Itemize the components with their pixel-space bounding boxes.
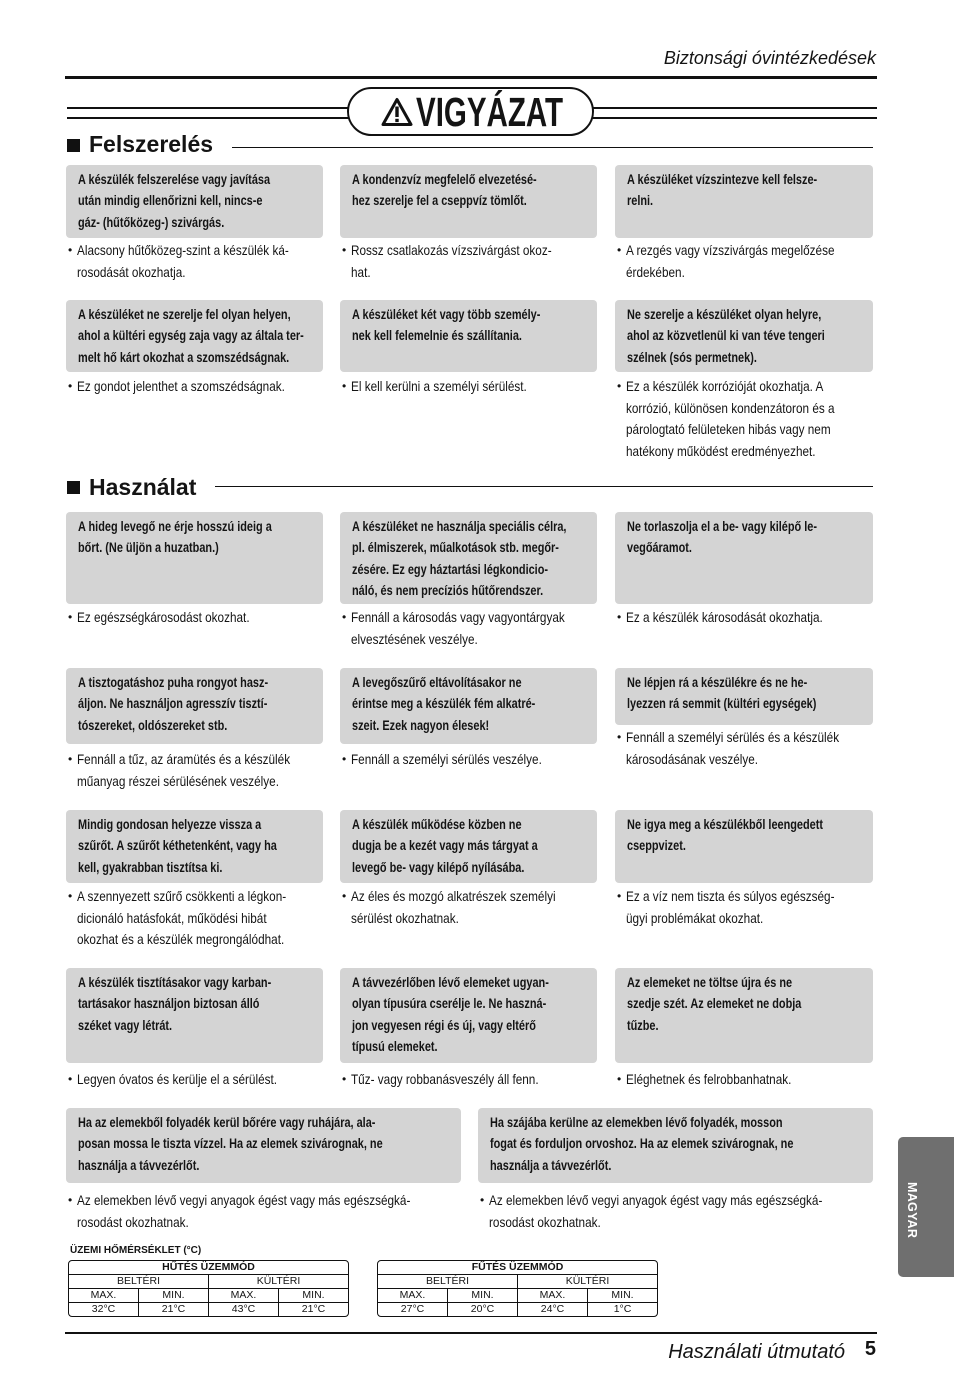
caution-note: [68, 240, 323, 283]
caution-text: Ha az elemekből folyadék kerül bőrére vagy ruhájára, ala- posan mossa le tiszta vízzel. Ha az elemek szivárognak, ne használja a távvezérlőt.: [78, 1113, 383, 1173]
note-text: Legyen óvatos és kerülje el a sérülést.: [77, 1071, 278, 1087]
note-text: El kell kerülni a személyi sérülést.: [351, 378, 527, 394]
table-column-header: MIN.: [587, 1289, 657, 1302]
bullet: •: [617, 243, 622, 257]
caution-box: [340, 668, 597, 744]
caution-box: [340, 968, 597, 1063]
table-mode-header: FŰTÉS ÜZEMMÓD: [471, 1261, 564, 1273]
caution-text: Ne igya meg a készülékből leengedett cseppvizet.: [627, 815, 824, 853]
caution-text: A tisztogatáshoz puha rongyot hasz- áljon. Ne használjon agresszív tisztí- tószereket, oldószereket stb.: [78, 673, 269, 733]
table-column-header: MAX.: [517, 1289, 587, 1302]
note-text: Ez a készülék károsodását okozhatja.: [626, 609, 823, 625]
bullet: •: [342, 1072, 347, 1086]
bullet: •: [342, 243, 347, 257]
caution-text: A készüléket ne használja speciális célra, pl. élmiszerek, műalkotások stb. megőr- zésére. Ez egy háztartási légkondicio- náló, és nem precíziós hűtőrendszer.: [352, 517, 567, 598]
table-column-header: MAX.: [399, 1289, 426, 1301]
note-text: Ez a víz nem tiszta és súlyos egészség- ügyi problémákat okozhat.: [626, 888, 835, 926]
running-header: Biztonsági óvintézkedések: [663, 48, 876, 68]
section-rule: [215, 486, 873, 487]
bullet: •: [617, 610, 622, 624]
table-row: [378, 1261, 657, 1274]
caution-text: A készülék tisztításakor vagy karban- tartásakor használjon biztosan álló széket vagy létrát.: [78, 973, 272, 1033]
bullet: •: [617, 1072, 622, 1086]
note-text: Ez egészségkárosodást okozhat.: [77, 609, 250, 625]
caution-box: [66, 810, 323, 883]
footer-rule: [65, 1332, 877, 1334]
bullet: •: [342, 889, 347, 903]
bullet: •: [68, 1072, 73, 1086]
note-text: Eléghetnek és felrobbanhatnak.: [626, 1071, 792, 1087]
table-row: [69, 1302, 348, 1316]
caution-note: [342, 749, 597, 771]
caution-box: [66, 165, 323, 238]
caution-box: [340, 165, 597, 238]
caution-box: [478, 1108, 873, 1183]
table-column-header: MIN.: [447, 1289, 517, 1302]
table-row: [69, 1288, 348, 1302]
caution-box: [615, 968, 873, 1063]
table-column-header: MAX.: [208, 1289, 278, 1302]
caution-text: A készülék működése közben ne dugja be a kezét vagy más tárgyat a levegő be- vagy kilépő nyílásába.: [352, 815, 538, 875]
caution-text: A készülék felszerelése vagy javítása után mindig ellenőrizni kell, nincs-e gáz- (hűtőközeg-) szivárgás.: [78, 170, 271, 230]
table-group-header: KÜLTÉRI: [208, 1275, 348, 1288]
note-text: Ez a készülék korrózióját okozhatja. A korrózió, különösen kondenzátoron és a párologtató felületeken hibás vagy nem hatékony működést eredményezhet.: [626, 378, 835, 459]
note-text: Ez gondot jelenthet a szomszédságnak.: [77, 378, 285, 394]
bullet: •: [68, 379, 73, 393]
section-title-installation: Felszerelés: [89, 131, 214, 157]
bullet: •: [68, 610, 73, 624]
bullet: •: [480, 1193, 485, 1207]
caution-box: [66, 968, 323, 1063]
note-text: Fennáll a személyi sérülés veszélye.: [351, 751, 542, 767]
caution-box: [615, 300, 873, 372]
caution-note: [617, 886, 873, 929]
table-cell: 1°C: [587, 1303, 657, 1316]
page-number: 5: [864, 1338, 876, 1360]
caution-note: [617, 240, 873, 283]
caution-text: A kondenzvíz megfelelő elvezetésé- hez szerelje fel a cseppvíz tömlőt.: [352, 170, 537, 208]
table-cell: 21°C: [278, 1303, 348, 1316]
caution-box: [615, 810, 873, 883]
table-cell: 24°C: [517, 1303, 587, 1316]
caution-note: [342, 240, 597, 283]
bullet: •: [342, 752, 347, 766]
note-text: Fennáll a tűz, az áramütés és a készülék műanyag részei sérülésének veszélye.: [77, 751, 291, 789]
bullet: •: [342, 610, 347, 624]
table-column-header: MIN.: [138, 1289, 208, 1302]
table-cell: 21°C: [138, 1303, 208, 1316]
table-column-header: MIN.: [278, 1289, 348, 1302]
heating-temperature-table: [377, 1260, 658, 1317]
caution-text: Mindig gondosan helyezze vissza a szűrőt. A szűrőt kéthetenként, vagy ha kell, gyakrabban tisztítsa ki.: [78, 815, 277, 875]
caution-note: [480, 1190, 873, 1233]
caution-note: [342, 1069, 597, 1091]
operating-temperature-title: ÜZEMI HŐMÉRSÉKLET (°C): [70, 1245, 202, 1256]
caution-box: [340, 300, 597, 372]
caution-note: [342, 886, 597, 929]
section-bullet-square: [67, 481, 80, 494]
table-group-header: BELTÉRI: [426, 1275, 469, 1287]
bullet: •: [342, 379, 347, 393]
note-text: Rossz csatlakozás vízszivárgást okoz- hat.: [351, 242, 552, 280]
header-rule: [65, 76, 877, 79]
note-text: Az elemekben lévő vegyi anyagok égést vagy más egészségká- rosodást okozhatnak.: [77, 1192, 411, 1230]
caution-note: [617, 1069, 873, 1091]
bullet: •: [68, 1193, 73, 1207]
caution-box: [66, 512, 323, 604]
caution-text: A készüléket vízszintezve kell felsze- relni.: [627, 170, 818, 208]
caution-text: Ha szájába kerülne az elemekben lévő folyadék, mosson fogat és forduljon orvoshoz. Ha az elemek szivárognak, ne használja a távvezérlőt.: [490, 1113, 794, 1173]
caution-note: [617, 727, 873, 770]
table-row: [378, 1274, 657, 1288]
section-title-usage: Használat: [89, 474, 197, 500]
caution-text: A készüléket ne szerelje fel olyan helyen, ahol a kültéri egység zaja vagy az általa ter- melt hő kárt okozhat a szomszédságnak.: [78, 305, 304, 365]
table-cell: 27°C: [400, 1303, 425, 1315]
table-column-header: MAX.: [90, 1289, 117, 1301]
note-text: Fennáll a károsodás vagy vagyontárgyak elvesztésének veszélye.: [351, 609, 565, 647]
table-group-header: KÜLTÉRI: [517, 1275, 657, 1288]
caution-box: [66, 668, 323, 744]
bullet: •: [617, 889, 622, 903]
note-text: Alacsony hűtőközeg-szint a készülék ká- rosodását okozhatja.: [77, 242, 289, 280]
bullet: •: [68, 243, 73, 257]
note-text: Fennáll a személyi sérülés és a készülék károsodásának veszélye.: [626, 729, 840, 767]
caution-box: [340, 512, 597, 604]
caution-text: A hideg levegő ne érje hosszú ideig a bőrt. (Ne üljön a huzatban.): [78, 517, 272, 555]
caution-title: VIGYÁZAT: [416, 89, 564, 135]
caution-text: Ne lépjen rá a készülékre és ne he- lyezzen rá semmit (kültéri egységek): [627, 673, 817, 711]
caution-box: [615, 165, 873, 238]
section-bullet-square: [67, 139, 80, 152]
caution-note: [342, 607, 597, 650]
caution-note: [617, 376, 873, 462]
caution-text: A készüléket két vagy több személy- nek kell felemelnie és szállítania.: [352, 305, 541, 343]
caution-note: [68, 1190, 461, 1233]
caution-box: [340, 810, 597, 883]
caution-text: Az elemeket ne töltse újra és ne szedje szét. Az elemeket ne dobja tűzbe.: [627, 973, 802, 1033]
caution-note: [342, 376, 597, 398]
caution-note: [68, 607, 323, 629]
caution-box: [66, 300, 323, 372]
caution-box: [615, 668, 873, 725]
table-row: [69, 1274, 348, 1288]
caution-note: [68, 376, 323, 398]
table-row: [69, 1261, 348, 1274]
note-text: A szennyezett szűrő csökkenti a légkon- dicionáló hatásfokát, működési hibát okozhat és a készülék megrongálódhat.: [77, 888, 287, 947]
caution-text: A távvezérlőben lévő elemeket ugyan- olyan típusúra cserélje le. Ne haszná- jon vegyesen régi és új, vagy eltérő típusú elemeket.: [352, 973, 549, 1054]
warning-triangle-icon: [381, 97, 413, 127]
caution-note: [68, 749, 323, 792]
footer-manual-title: Használati útmutató: [668, 1341, 845, 1363]
note-text: Az elemekben lévő vegyi anyagok égést vagy más egészségká- rosodást okozhatnak.: [489, 1192, 823, 1230]
bullet: •: [68, 889, 73, 903]
table-group-header: BELTÉRI: [117, 1275, 160, 1287]
bullet: •: [617, 730, 622, 744]
caution-note: [617, 607, 873, 629]
table-cell: 43°C: [208, 1303, 278, 1316]
table-cell: 20°C: [447, 1303, 517, 1316]
caution-text: Ne torlaszolja el a be- vagy kilépő le- vegőáramot.: [627, 517, 817, 555]
caution-box: [615, 512, 873, 604]
table-row: [378, 1288, 657, 1302]
note-text: Az éles és mozgó alkatrészek személyi sérülést okozhatnak.: [351, 888, 556, 926]
cooling-temperature-table: [68, 1260, 349, 1317]
caution-box: [66, 1108, 461, 1183]
caution-note: [68, 886, 323, 951]
caution-text: A levegőszűrő eltávolításakor ne érintse meg a készülék fém alkatré- szeit. Ezek nagyon élesek!: [352, 673, 536, 733]
table-row: [378, 1302, 657, 1316]
caution-note: [68, 1069, 323, 1091]
note-text: A rezgés vagy vízszivárgás megelőzése érdekében.: [626, 242, 835, 280]
caution-text: Ne szerelje a készüléket olyan helyre, ahol az közvetlenül ki van téve tengeri szélnek (sós permetnek).: [627, 305, 825, 365]
table-mode-header: HŰTÉS ÜZEMMÓD: [162, 1261, 255, 1273]
language-tab-label: MAGYAR: [905, 1182, 919, 1239]
bullet: •: [617, 379, 622, 393]
section-rule: [232, 147, 873, 148]
table-cell: 32°C: [91, 1303, 116, 1315]
note-text: Tűz- vagy robbanásveszély áll fenn.: [351, 1071, 539, 1087]
bullet: •: [68, 752, 73, 766]
